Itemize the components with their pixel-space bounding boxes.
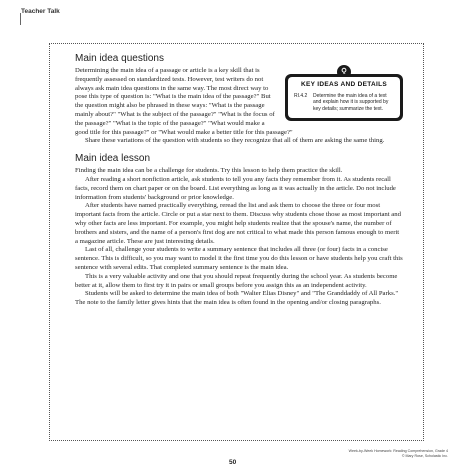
article-content [75,53,403,308]
section-label: Teacher Talk [21,8,60,15]
key-box-frame [285,74,403,121]
header-rule [20,13,22,25]
copyright: © Mary Rose, Scholastic Inc. [401,453,448,458]
paragraph: Determining the main idea of a passage or article is a key skill that is frequently assessed on standardized tests. However, test writers do not always ask main idea questions in the same way. The most direct way to pose this type of question is: "What is the main idea of the passage?" But the question might also be phrased in these ways: "What is the passage mainly about?" "What is the subject of the passage?" "What is the focus of the passage?" "What is the topic of the passage?" "What would make a good title for this passage?" or "What would make a better title for this passage?" [75,67,293,136]
standard-text: Determine the main idea of a text and explain how it is supported by key details; summarize the text. [313,92,389,112]
paragraph: Share these variations of the question with students so they recognize that all of them are asking the same thing. [85,137,385,145]
heading-main-idea-questions: Main idea questions [75,53,164,64]
heading-main-idea-lesson: Main idea lesson [75,153,151,165]
paragraph: Finding the main idea can be a challenge for students. Try this lesson to help them practice the skill. [75,167,343,175]
paragraph: Students will be asked to determine the main idea of both "Walter Elias Disney" and "The Granddaddy of All Parks." The note to the family letter gives hints that the main idea is often found in the opening and/or closing paragraphs. [75,290,399,307]
standard-code: RI.4.2 [294,92,308,99]
paragraph: After students have named practically everything, reread the list and ask them to choose the three or four most important facts from the article. Circle or put a star next to them. Discuss why students chose those as most important and why other facts are less important. For example, you might help students realize that the spouse's name, the number of brothers and sisters, and the name of a person's first dog are not critical to what made this person famous enough to merit a magazine article. These are just interesting details. [75,202,401,245]
paragraph: After reading a short nonfiction article, ask students to tell you any facts they remember from it. As students recall facts, record them on chart paper or on the board. List everything as long as it was actually in the article. Do not include information from students' background or prior knowledge. [75,175,396,201]
page-number: 50 [229,459,237,466]
book-title: Week-by-Week Homework: Reading Comprehension, Grade 4 [348,449,448,453]
paragraph: This is a very valuable activity and one that you should repeat frequently during the school year. As students become better at it, allow them to first try it in pairs or small groups before you assign this as an independent activity. [75,272,398,289]
key-ideas-box [285,65,403,121]
paragraph: Last of all, challenge your students to write a summary sentence that includes all three (or four) facts in a concise sentence. This is difficult, so you may want to model it the first time you do this lesson or have students help you craft this sentence with several edits. That completed summary sentence is the main idea. [75,246,403,271]
key-box-title: KEY IDEAS AND DETAILS [301,81,387,88]
book-credit [349,449,448,458]
